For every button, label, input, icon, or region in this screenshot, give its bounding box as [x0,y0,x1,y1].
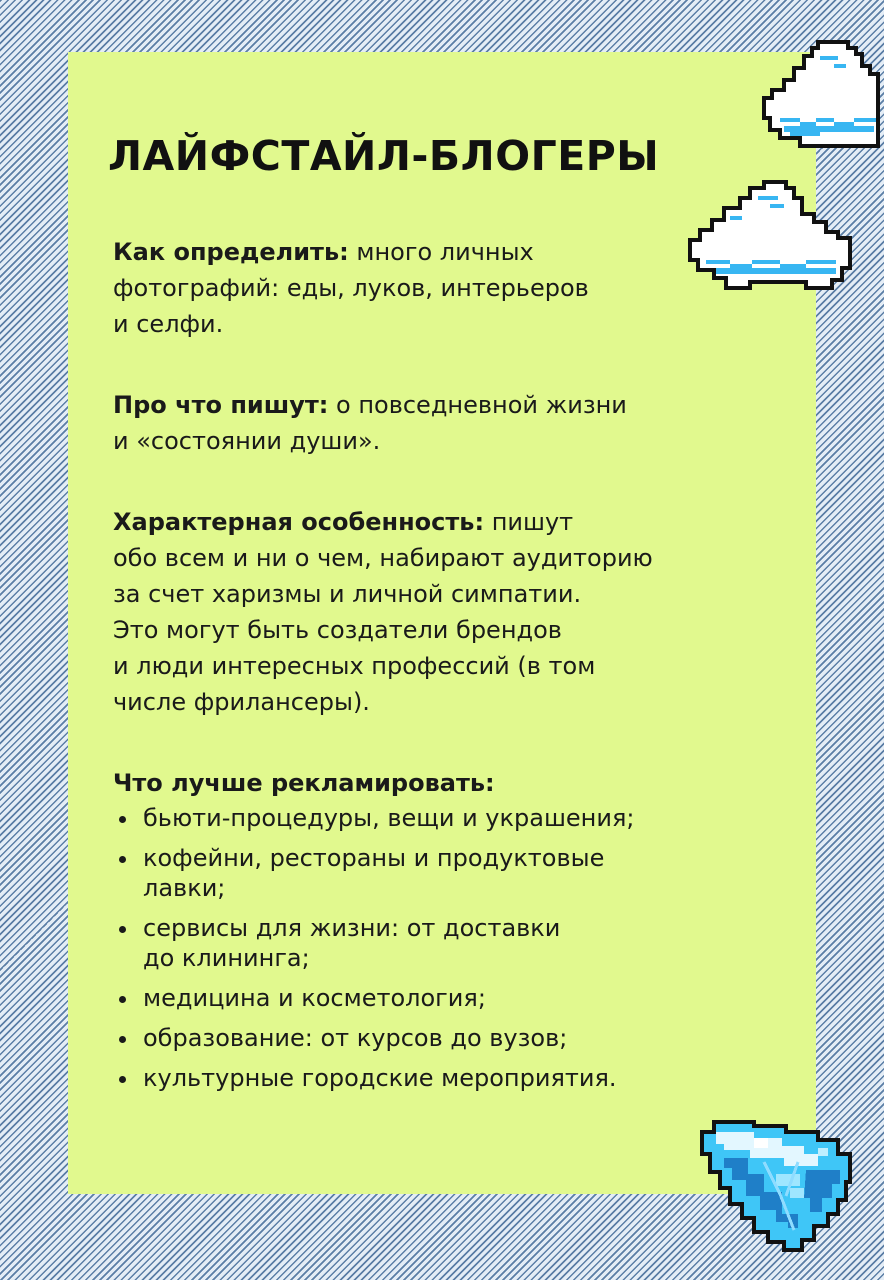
section-label: Характерная особенность: [113,508,485,536]
section-line: фотографий: еды, луков, интерьеров [113,274,589,302]
page-title: ЛАЙФСТАЙЛ-БЛОГЕРЫ [108,132,660,180]
section-line: Как определить: много личных [113,238,534,266]
pixel-cloud-icon [760,34,884,158]
list-item: медицина и косметология; [113,983,763,1013]
list-item: сервисы для жизни: от доставки до клининга; [113,913,763,973]
section-line: числе фрилансеры). [113,688,370,716]
section-how-to-identify [113,234,763,342]
list-item: кофейни, рестораны и продуктовые лавки; [113,843,763,903]
section-what-they-write [113,387,763,459]
pixel-cloud-icon [686,176,856,300]
content-body [113,234,763,1103]
section-line: обо всем и ни о чем, набирают аудиторию [113,544,653,572]
section-line: за счет харизмы и личной симпатии. [113,580,582,608]
section-label: Как определить: [113,238,349,266]
section-line: Характерная особенность: пишут [113,508,574,536]
ads-list [113,803,763,1093]
section-label: Про что пишут: [113,391,329,419]
pixel-diamond-icon [694,1118,860,1254]
section-line: и люди интересных профессий (в том [113,652,596,680]
list-item: бьюти-процедуры, вещи и украшения; [113,803,763,833]
ads-heading: Что лучше рекламировать: [113,769,495,797]
section-feature [113,504,763,720]
section-line: и «состоянии души». [113,427,381,455]
section-line: Это могут быть создатели брендов [113,616,562,644]
section-line: и селфи. [113,310,224,338]
section-line: Про что пишут: о повседневной жизни [113,391,627,419]
list-item: культурные городские мероприятия. [113,1063,763,1093]
list-item: образование: от курсов до вузов; [113,1023,763,1053]
